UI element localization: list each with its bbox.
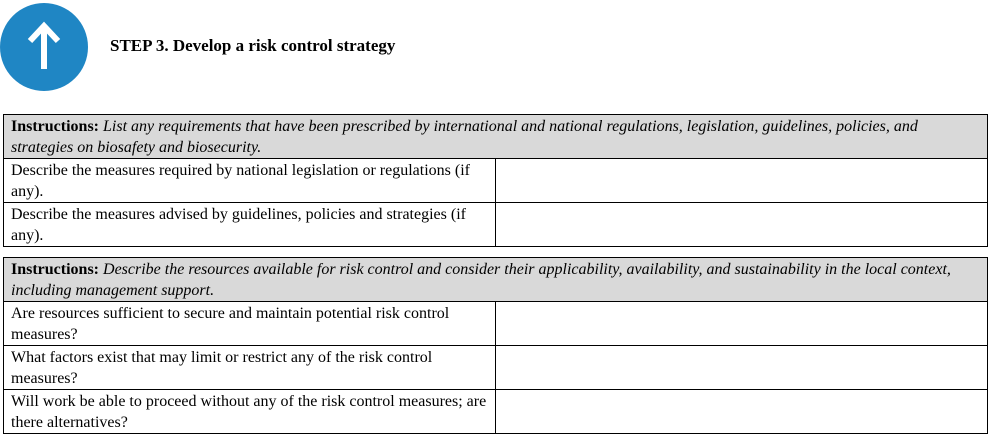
- question-cell: Are resources sufficient to secure and maintain potential risk control measures?: [4, 302, 496, 346]
- resources-table: [3, 257, 988, 434]
- step-circle: [0, 3, 88, 91]
- answer-cell[interactable]: [496, 302, 988, 346]
- table-row: [4, 302, 988, 346]
- table-row: [4, 159, 988, 203]
- up-arrow-icon: [0, 3, 88, 91]
- instructions-cell: [4, 115, 988, 159]
- instructions-text: Describe the resources available for risk control and consider their applicability, availability, and sustainability in the local context, including management support.: [11, 261, 951, 299]
- question-cell: Will work be able to proceed without any of the risk control measures; are there alternatives?: [4, 390, 496, 434]
- table-row: [4, 390, 988, 434]
- question-cell: Describe the measures advised by guidelines, policies and strategies (if any).: [4, 203, 496, 247]
- question-cell: Describe the measures required by national legislation or regulations (if any).: [4, 159, 496, 203]
- instructions-label: Instructions:: [11, 118, 100, 135]
- answer-cell[interactable]: [496, 390, 988, 434]
- answer-cell[interactable]: [496, 346, 988, 390]
- table-row: [4, 346, 988, 390]
- question-cell: What factors exist that may limit or restrict any of the risk control measures?: [4, 346, 496, 390]
- requirements-table: [3, 114, 988, 247]
- answer-cell[interactable]: [496, 159, 988, 203]
- answer-cell[interactable]: [496, 203, 988, 247]
- instructions-cell: [4, 258, 988, 302]
- instructions-row: [4, 258, 988, 302]
- instructions-row: [4, 115, 988, 159]
- instructions-text: List any requirements that have been prescribed by international and national regulations, legislation, guidelines, policies, and strategies on biosafety and biosecurity.: [11, 118, 918, 156]
- page-title: STEP 3. Develop a risk control strategy: [110, 36, 396, 55]
- table-row: [4, 203, 988, 247]
- instructions-label: Instructions:: [11, 261, 100, 278]
